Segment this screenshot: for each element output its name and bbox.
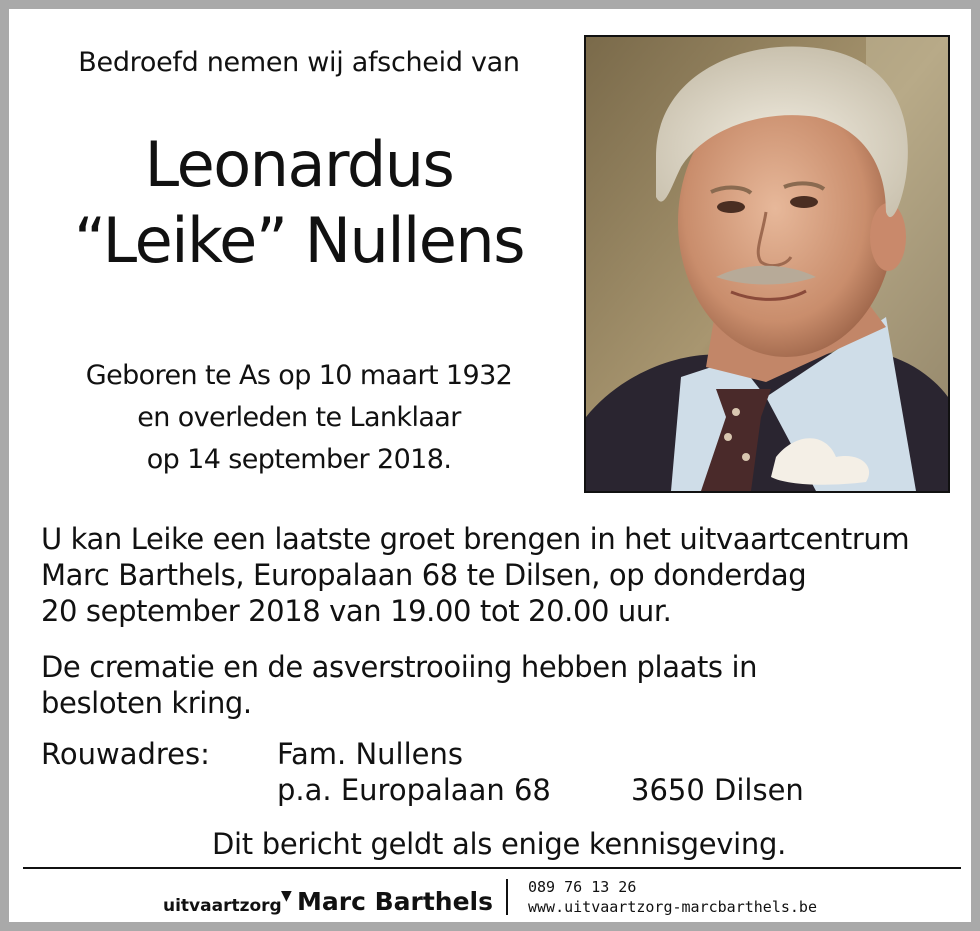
- cremation-paragraph: [41, 649, 961, 721]
- footer-separator: [506, 879, 508, 915]
- footer-divider: [23, 867, 961, 869]
- mourning-address-city: 3650 Dilsen: [631, 773, 804, 807]
- phone-number: 089 76 13 26: [528, 878, 637, 896]
- cremation-line-1: De crematie en de asverstrooiing hebben plaats in: [41, 650, 758, 684]
- portrait-illustration: [586, 37, 948, 491]
- dates-line-3: op 14 september 2018.: [146, 444, 452, 475]
- cremation-line-2: besloten kring.: [41, 686, 252, 720]
- birth-death-dates: [23, 355, 575, 481]
- mourning-address-label: Rouwadres:: [41, 737, 210, 771]
- logo-uitvaartzorg: uitvaartzorg: [163, 896, 282, 916]
- dates-line-2: en overleden te Lanklaar: [137, 402, 461, 433]
- logo-triangle-icon: ▼: [281, 888, 292, 904]
- intro-text: Bedroefd nemen wij afscheid van: [78, 47, 520, 78]
- visitation-paragraph: [41, 521, 961, 629]
- notice-text: Dit bericht geldt als enige kennisgeving.: [211, 827, 787, 861]
- deceased-name: [23, 127, 575, 279]
- visitation-line-3: 20 september 2018 van 19.00 tot 20.00 uur.: [41, 594, 672, 628]
- visitation-line-2: Marc Barthels, Europalaan 68 te Dilsen, op donderdag: [41, 558, 807, 592]
- mourning-address-line-2: p.a. Europalaan 68: [277, 773, 551, 807]
- dates-line-1: Geboren te As op 10 maart 1932: [85, 360, 513, 391]
- portrait-photo: [584, 35, 950, 493]
- website-link[interactable]: www.uitvaartzorg-marcbarthels.be: [528, 898, 817, 916]
- name-line-2: “Leike” Nullens: [73, 204, 525, 277]
- visitation-line-1: U kan Leike een laatste groet brengen in het uitvaartcentrum: [41, 522, 910, 556]
- logo-marc-barthels: Marc Barthels: [297, 887, 494, 916]
- mourning-address-line-1: Fam. Nullens: [277, 737, 463, 771]
- name-line-1: Leonardus: [144, 128, 454, 201]
